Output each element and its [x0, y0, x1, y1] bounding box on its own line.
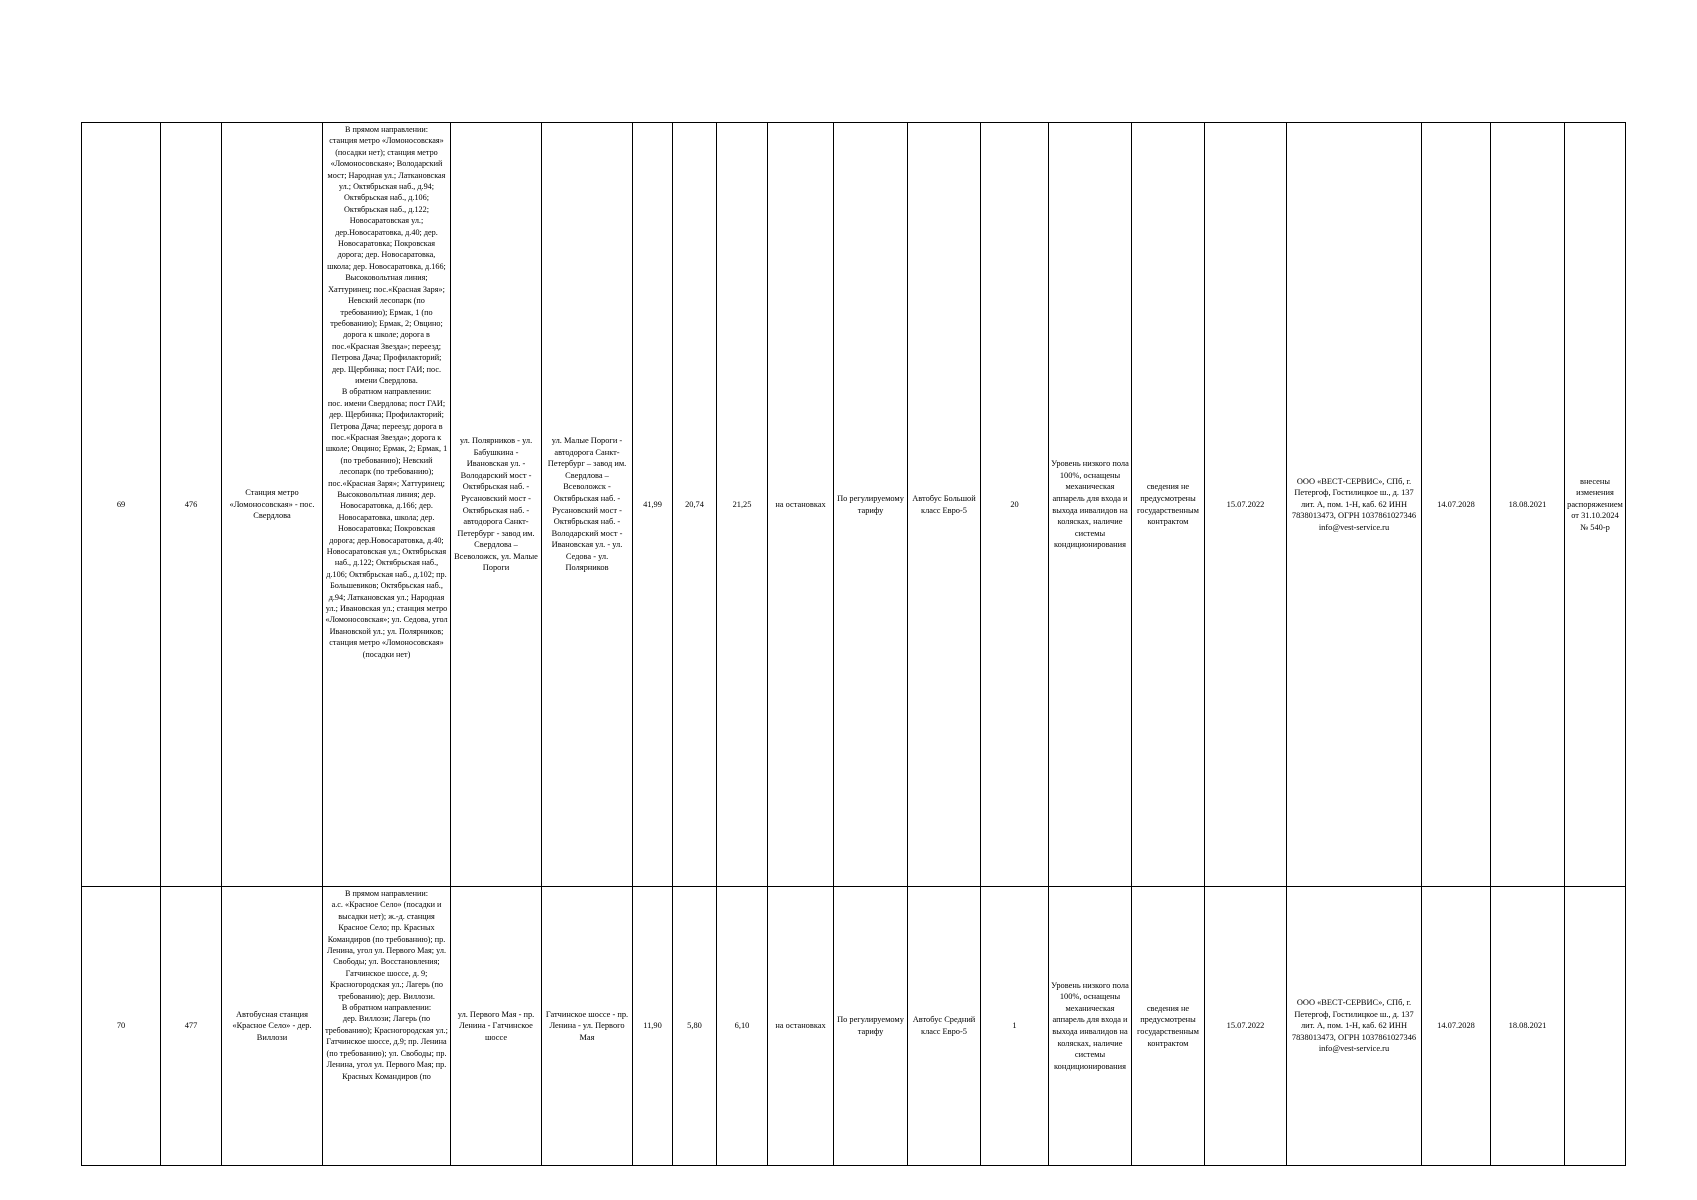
vehicle-class: Автобус Средний класс Евро-5 [908, 887, 981, 1166]
vehicle-class: Автобус Большой класс Евро-5 [908, 123, 981, 887]
length-back: 6,10 [717, 887, 768, 1166]
stops-back: пос. имени Свердлова; пост ГАИ; дер. Щербинка; Профилакторий; Петрова Дача; переезд; дорога в пос.«Красная Звезда»; дорога к школе; Овцино; Ермак, 2; Ермак, 1 (по требованию); Невский лесопарк (по требованию); пос.«Красная Заря»; Хаттуринец; Высоковольтная линия; дер. Новосаратовка, д.166; дер. Новосаратовка, школа; дер. Новосаратовка; Покровская дорога; дер.Новосаратовка, д.40; Новосаратовская ул.; Октябрьская наб., д.122; Октябрьская наб., д.106; Октябрьская наб., д.102; пр. Большевиков; Октябрьская наб., д.94; Латкановская ул.; Народная ул.; Ивановская ул.; станция метро «Ломоносовская»; ул. Седова, угол Ивановской ул.; ул. Полярников; станция метро «Ломоносовская» (посадки нет) [325, 398, 448, 659]
registration-date: 18.08.2021 [1491, 887, 1565, 1166]
direction-back-label: В обратном направлении: [341, 387, 432, 397]
table-row [82, 123, 1626, 887]
direction-back-label: В обратном направлении: [341, 1003, 432, 1013]
end-date: 14.07.2028 [1422, 887, 1491, 1166]
carrier-info: ООО «ВЕСТ-СЕРВИС», СПб, г. Петергоф, Гостилицкое ш., д. 137 лит. А, пом. 1-Н, каб. 62 ИНН 7838013473, ОГРН 1037861027346 info@vest-service.ru [1287, 123, 1422, 887]
route-number: 477 [161, 887, 222, 1166]
stops-forward: а.с. «Красное Село» (посадки и высадки нет); ж.-д. станция Красное Село; пр. Красных Командиров (по требованию); пр. Ленина, угол ул. Первого Мая; ул. Свободы; ул. Восстановления; Гатчинское шоссе, д. 9; Красногородская ул.; Лагерь (по требованию); дер. Виллози. [327, 900, 446, 1001]
direction-forward-label: В прямом направлении: [344, 889, 428, 898]
carrier-info: ООО «ВЕСТ-СЕРВИС», СПб, г. Петергоф, Гостилицкое ш., д. 137 лит. А, пом. 1-Н, каб. 62 ИНН 7838013473, ОГРН 1037861027346 info@vest-service.ru [1287, 887, 1422, 1166]
registry-table [81, 122, 1626, 1166]
stops-order: на остановках [768, 887, 834, 1166]
length-forward: 20,74 [673, 123, 717, 887]
start-date: 15.07.2022 [1205, 887, 1287, 1166]
contract-info: сведения не предусмотрены государственным контрактом [1132, 887, 1205, 1166]
streets-forward: ул. Полярников - ул. Бабушкина - Ивановская ул. - Володарский мост - Октябрьская наб. - Русановский мост - Октябрьская наб. - автодорога Санкт-Петербург - завод им. Свердлова – Всеволожск, ул. Малые Пороги [451, 123, 542, 887]
vehicle-count: 1 [981, 887, 1049, 1166]
stops-back: дер. Виллози; Лагерь (по требованию); Красногородская ул.; Гатчинское шоссе, д.9; пр. Ленина (по требованию); ул. Свободы; пр. Ленина, угол ул. Первого Мая; пр. Красных Командиров (по [325, 1014, 448, 1081]
change-note [1565, 887, 1626, 1166]
vehicle-features: Уровень низкого пола 100%, оснащены механическая аппарель для входа и выхода инвалидов на колясках, наличие системы кондиционирования [1049, 887, 1132, 1166]
direction-forward-label: В прямом направлении: [344, 125, 428, 134]
length-total: 11,90 [633, 887, 673, 1166]
start-date: 15.07.2022 [1205, 123, 1287, 887]
stops-forward: станция метро «Ломоносовская» (посадки нет); станция метро «Ломоносовская»; Володарский мост; Народная ул.; Латкановская ул.; Октябрьская наб., д.94; Октябрьская наб., д.106; Октябрьская наб., д.122; Новосаратовская ул.; дер.Новосаратовка, д.40; дер. Новосаратовка; Покровская дорога; дер. Новосаратовка, школа; дер. Новосаратовка, д.166; Высоковольтная линия; Хаттуринец; пос.«Красная Заря»; Невский лесопарк (по требованию); Ермак, 1 (по требованию); Ермак, 2; Овцино; дорога к школе; дорога в пос.«Красная Звезда»; переезд; Петрова Дача; Профилакторий; дер. Щербинка; пост ГАИ; пос. имени Свердлова. [327, 136, 446, 385]
stops-list [323, 887, 451, 1166]
row-number: 69 [82, 123, 161, 887]
route-name: Автобусная станция «Красное Село» - дер. Виллози [222, 887, 323, 1166]
length-back: 21,25 [717, 123, 768, 887]
table-row [82, 887, 1626, 1166]
registration-date: 18.08.2021 [1491, 123, 1565, 887]
row-number: 70 [82, 887, 161, 1166]
change-note: внесены изменения распоряжением от 31.10.2024 № 540-р [1565, 123, 1626, 887]
streets-back: Гатчинское шоссе - пр. Ленина - ул. Первого Мая [542, 887, 633, 1166]
stops-order: на остановках [768, 123, 834, 887]
vehicle-features: Уровень низкого пола 100%, оснащены механическая аппарель для входа и выхода инвалидов на колясках, наличие системы кондиционирования [1049, 123, 1132, 887]
end-date: 14.07.2028 [1422, 123, 1491, 887]
contract-info: сведения не предусмотрены государственным контрактом [1132, 123, 1205, 887]
route-number: 476 [161, 123, 222, 887]
tariff: По регулируемому тарифу [834, 887, 908, 1166]
tariff: По регулируемому тарифу [834, 123, 908, 887]
route-name: Станция метро «Ломоносовская» - пос. Свердлова [222, 123, 323, 887]
length-forward: 5,80 [673, 887, 717, 1166]
length-total: 41,99 [633, 123, 673, 887]
vehicle-count: 20 [981, 123, 1049, 887]
streets-forward: ул. Первого Мая - пр. Ленина - Гатчинское шоссе [451, 887, 542, 1166]
stops-list [323, 123, 451, 887]
streets-back: ул. Малые Пороги - автодорога Санкт-Петербург – завод им. Свердлова – Всеволожск - Октябрьская наб. - Русановский мост - Октябрьская наб. - Володарский мост - Ивановская ул. - ул. Седова - ул. Полярников [542, 123, 633, 887]
